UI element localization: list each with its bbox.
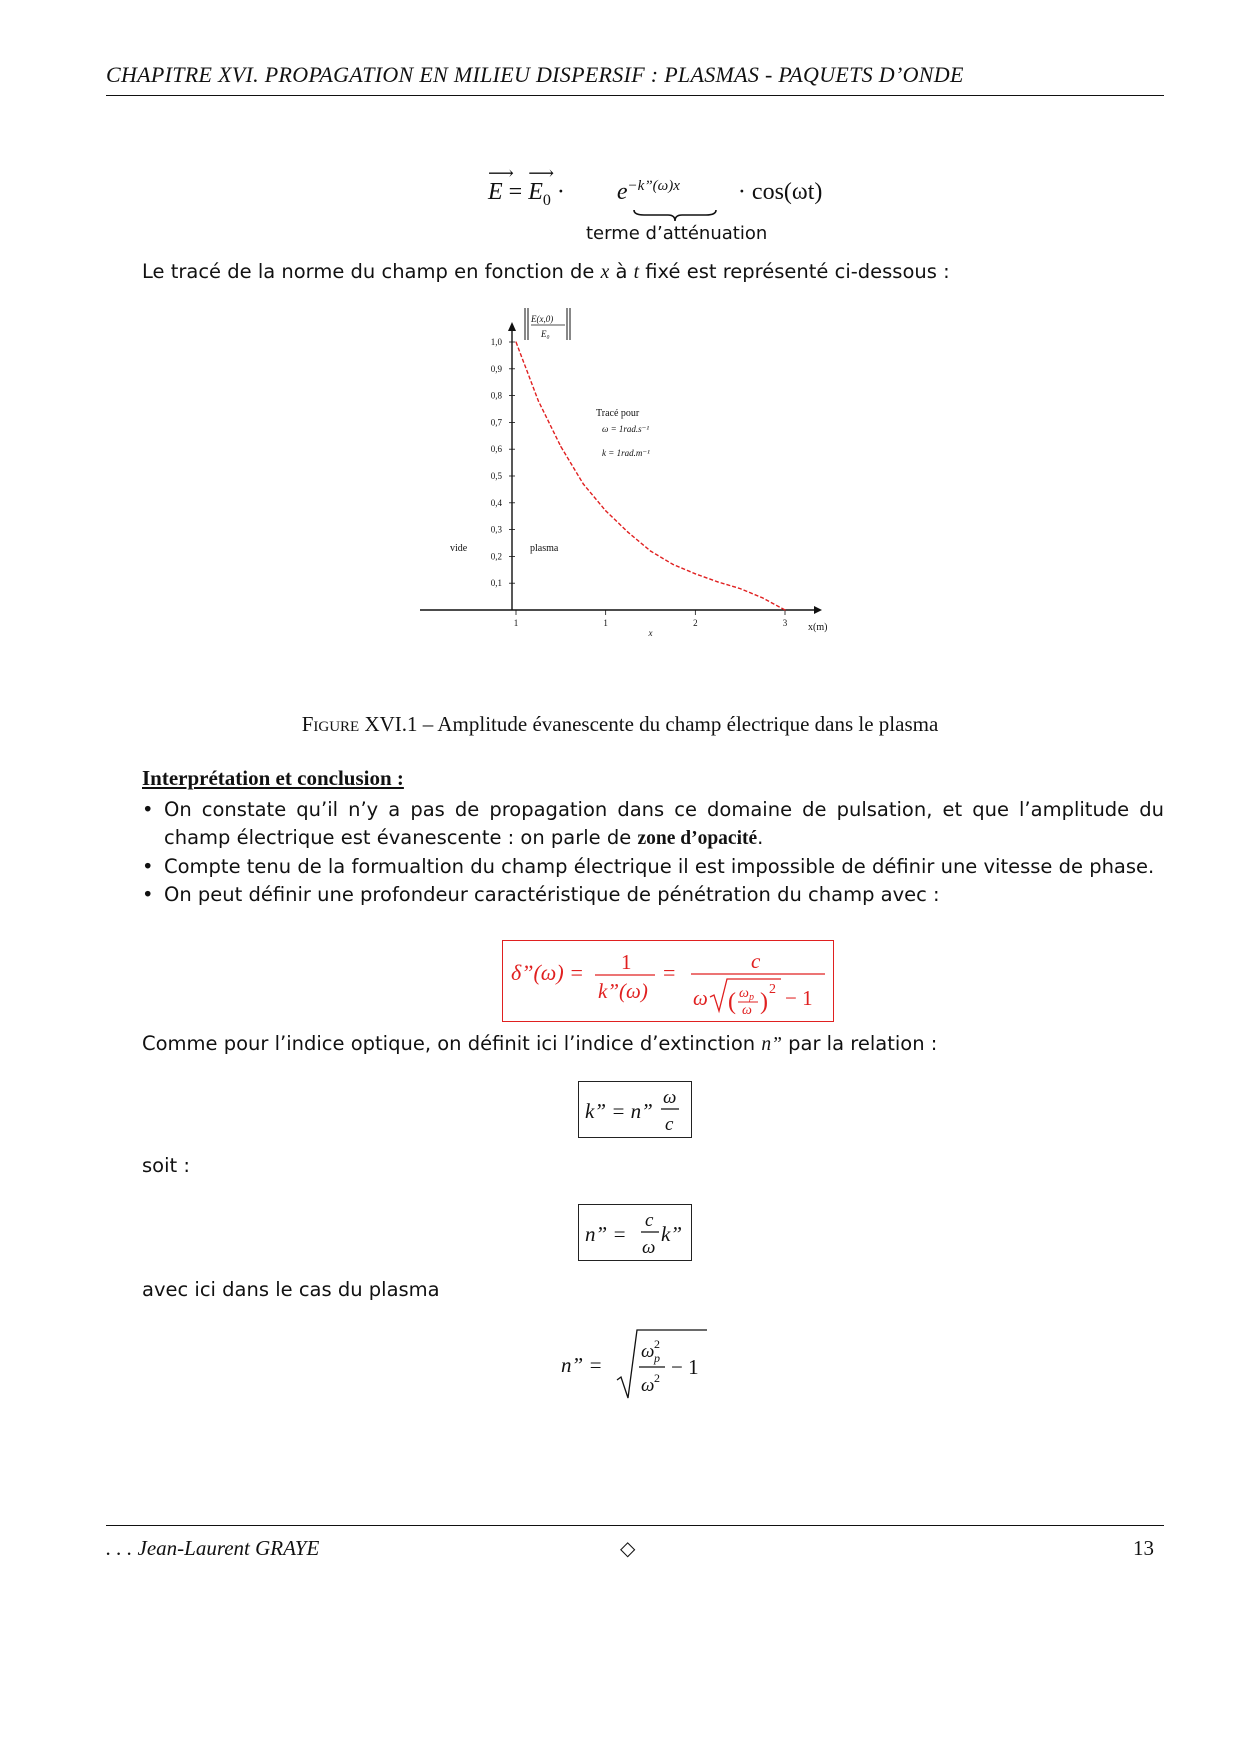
svg-text:ω: ω: [641, 1341, 655, 1362]
y-tick-label: 0,1: [490, 578, 502, 589]
y-tick-label: 0,6: [490, 444, 502, 455]
svg-text:k”(ω): k”(ω): [598, 979, 648, 1003]
svg-text:ω: ω: [739, 986, 749, 1001]
underbrace: [632, 208, 718, 222]
y-tick-label: 0,3: [490, 524, 502, 535]
svg-text:k”: k”: [661, 1222, 682, 1246]
svg-text:ω: ω: [742, 1003, 752, 1018]
svg-text:ω: ω: [642, 1237, 656, 1258]
y-label-numerator: E(x,0): [531, 314, 554, 324]
chart-axes: [420, 322, 822, 614]
region-label-vide: vide: [450, 543, 468, 554]
data-point: [784, 609, 785, 610]
x-axis-arrow: [814, 606, 822, 614]
legend-line: k = 1rad.m⁻¹: [602, 448, 650, 458]
y-tick-label: 0,7: [490, 417, 502, 428]
data-point: [717, 581, 718, 582]
svg-text:c: c: [665, 1114, 674, 1135]
brace-label: terme d’atténuation: [586, 223, 768, 244]
list-item: • On constate qu’il n’y a pas de propagation dans ce domaine de pulsation, et que l’amplitude du champ électrique est évanescente : on parle de zone d’opacité.: [142, 796, 1164, 853]
conclusion-list: [142, 796, 1164, 909]
eq-rhs-E0: E: [528, 179, 543, 205]
data-point: [560, 446, 561, 447]
svg-text:n” =: n” =: [561, 1353, 603, 1377]
data-point: [627, 532, 628, 533]
y-axis-arrow: [508, 322, 516, 331]
svg-text:− 1: − 1: [785, 986, 813, 1010]
x-tick-label: 3: [782, 618, 788, 628]
y-tick-label: 1,0: [490, 337, 502, 347]
y-tick-label: 0,4: [490, 497, 502, 508]
intro-paragraph: Le tracé de la norme du champ en fonction de x à t fixé est représenté ci-dessous :: [142, 260, 950, 283]
field-equation: ⟶ E = ⟶ $E_0 \cdot e^{-k”(\omega)x} \cdot \cos(\omega t)$: [488, 163, 823, 209]
eq-exponential: $e^{-k”(\omega)x}$: [616, 178, 680, 205]
data-point: [605, 510, 606, 511]
avec-text: avec ici dans le cas du plasma: [142, 1278, 440, 1301]
k-relation-equation: [578, 1081, 692, 1138]
y-tick-label: 0,9: [490, 363, 502, 374]
data-point: [672, 564, 673, 565]
svg-text:δ”(ω) =: δ”(ω) =: [511, 960, 584, 985]
amplitude-chart: [410, 300, 850, 650]
header-rule: [106, 95, 1164, 96]
x-tick-label: 1: [513, 618, 519, 628]
eq-cos: · cos(ωt): [737, 179, 823, 205]
svg-text:− 1: − 1: [671, 1355, 699, 1379]
svg-text:): ): [760, 989, 768, 1015]
footer-author: . . . Jean-Laurent GRAYE: [106, 1536, 320, 1560]
svg-text:ω: ω: [693, 986, 708, 1010]
x-tick-label: 2: [693, 618, 698, 628]
plasma-index-equation: [555, 1322, 725, 1402]
list-item: • On peut définir une profondeur caractéristique de pénétration du champ avec :: [142, 881, 1164, 909]
svg-text:c: c: [645, 1210, 654, 1231]
footer-rule: [106, 1525, 1164, 1526]
section-title: Interprétation et conclusion :: [142, 766, 404, 790]
chapter-header: CHAPITRE XVI. PROPAGATION EN MILIEU DISPERSIF : PLASMAS - PAQUETS D’ONDE: [106, 62, 964, 87]
data-point: [583, 483, 584, 484]
svg-text:2: 2: [769, 982, 776, 997]
x-tick-label: 1: [603, 618, 608, 628]
data-point: [762, 597, 763, 598]
extinction-paragraph: Comme pour l’indice optique, on définit ici l’indice d’extinction n” par la relation :: [142, 1032, 938, 1055]
x-axis-label: x(m): [808, 622, 828, 633]
svg-text:2: 2: [654, 1337, 660, 1351]
figure-caption: Figure XVI.1 – Amplitude évanescente du champ électrique dans le plasma: [301, 712, 939, 736]
svg-text:p: p: [749, 992, 754, 1003]
y-label-denominator: E₀: [541, 329, 550, 339]
svg-text:ω: ω: [663, 1087, 677, 1108]
y-tick-label: 0,8: [490, 390, 502, 401]
footer-diamond-icon: ◇: [620, 1536, 636, 1560]
svg-text:p: p: [654, 1351, 660, 1365]
series-line: [516, 342, 785, 610]
x-axis-symbol: x: [648, 628, 653, 638]
page-number: 13: [1133, 1536, 1154, 1560]
legend-title: Tracé pour: [596, 408, 640, 419]
data-point: [515, 341, 516, 342]
data-point: [650, 550, 651, 551]
penetration-depth-equation: [502, 940, 834, 1022]
eq-lhs-E: E: [488, 179, 503, 205]
region-label-plasma: plasma: [530, 543, 559, 554]
svg-text:1: 1: [621, 950, 632, 974]
y-tick-label: 0,5: [490, 471, 502, 481]
soit-text: soit :: [142, 1154, 190, 1177]
svg-text:=: =: [663, 960, 676, 985]
svg-text:2: 2: [654, 1371, 660, 1385]
y-tick-label: 0,2: [490, 551, 502, 562]
data-point: [740, 588, 741, 589]
eq-dot: ·: [556, 179, 565, 205]
svg-text:n” =: n” =: [585, 1222, 627, 1246]
svg-text:k” = n”: k” = n”: [585, 1099, 653, 1123]
data-point: [695, 573, 696, 574]
legend-line: ω = 1rad.s⁻¹: [602, 424, 650, 434]
n-relation-equation: [578, 1204, 692, 1261]
svg-text:c: c: [751, 949, 761, 973]
svg-text:(: (: [728, 989, 736, 1015]
list-item: • Compte tenu de la formualtion du champ électrique il est impossible de définir une vitesse de phase.: [142, 853, 1164, 881]
svg-text:ω: ω: [641, 1375, 655, 1396]
data-point: [538, 400, 539, 401]
